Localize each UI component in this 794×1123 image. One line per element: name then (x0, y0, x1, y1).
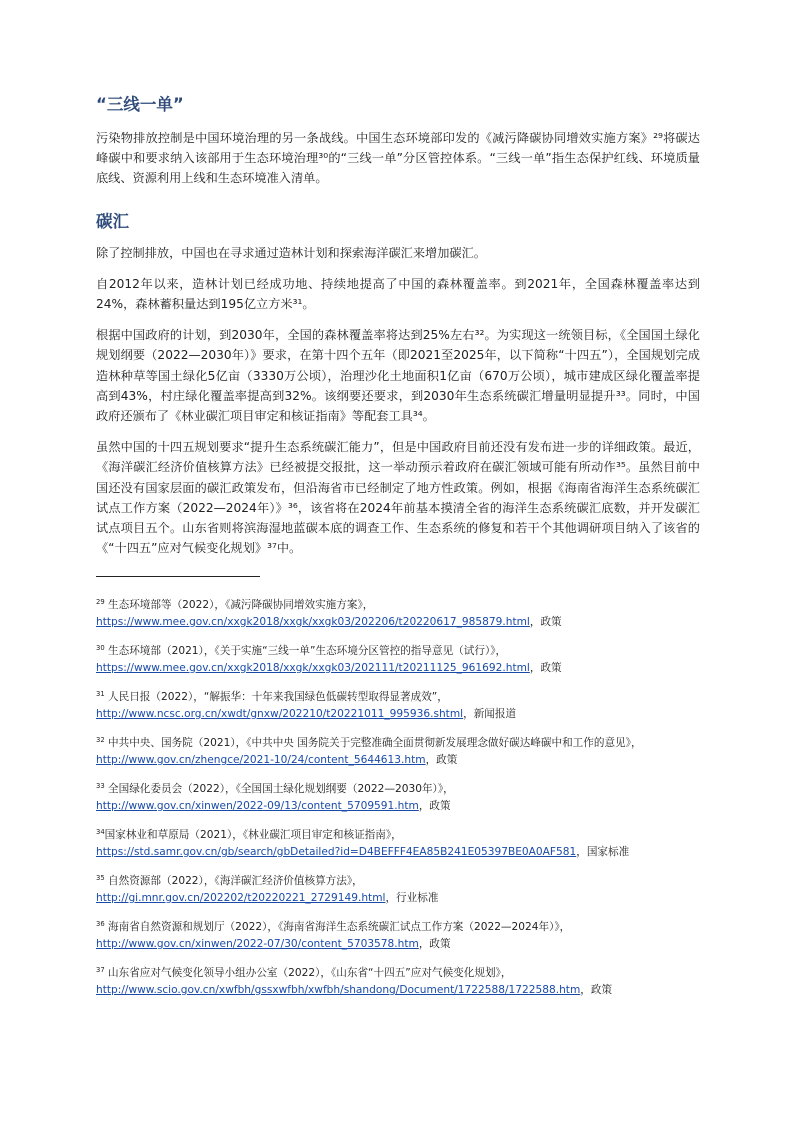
footnote-link[interactable]: https://www.mee.gov.cn/xxgk2018/xxgk/xxgk03/202111/t20211125_961692.html (96, 661, 530, 674)
footnote-link[interactable]: http://www.gov.cn/xinwen/2022-09/13/content_5709591.htm (96, 799, 419, 812)
document-page (96, 93, 700, 1011)
footnote-text: 生态环境部（2021），《关于实施“三线一单”生态环境分区管控的指导意见（试行）》， (104, 645, 507, 658)
section-title-carbon-sink: 碳汇 (96, 211, 129, 231)
footnote (96, 919, 700, 952)
footnote-divider (96, 576, 260, 577)
paragraph: 污染物排放控制是中国环境治理的另一条战线。中国生态环境部印发的《减污降碳协同增效实施方案》²⁹将碳达峰碳中和要求纳入该部用于生态环境治理³⁰的“三线一单”分区管控体系。“三线一单”指生态保护红线、环境质量底线、资源利用上线和生态环境准入清单。 (96, 131, 700, 186)
footnote-number: 30 (96, 644, 105, 653)
footnote-number: 36 (96, 920, 105, 929)
footnote-number: 37 (96, 966, 105, 975)
footnote (96, 965, 700, 998)
footnote (96, 735, 700, 768)
footnote (96, 781, 700, 814)
footnote-text: 生态环境部等（2022），《减污降碳协同增效实施方案》， (104, 599, 374, 612)
footnote (96, 827, 700, 860)
footnote-link[interactable]: http://www.gov.cn/zhengce/2021-10/24/content_5644613.htm (96, 753, 426, 766)
footnote (96, 873, 700, 906)
footnote-number: 35 (96, 874, 105, 883)
footnote-text: 国家林业和草原局（2021），《林业碳汇项目审定和核证指南》， (104, 829, 402, 842)
footnote-link[interactable]: http://gi.mnr.gov.cn/202202/t20220221_2729149.html (96, 891, 386, 904)
footnotes (96, 597, 700, 998)
footnote-type: ，新闻报道 (463, 707, 517, 720)
footnote-type: ，政策 (425, 753, 458, 766)
footnote-type: ，政策 (529, 661, 562, 674)
paragraph: 除了控制排放，中国也在寻求通过造林计划和探索海洋碳汇来增加碳汇。 (96, 245, 486, 260)
footnote-link[interactable]: https://www.mee.gov.cn/xxgk2018/xxgk/xxgk03/202206/t20220617_985879.html (96, 615, 530, 628)
footnote-type: ，政策 (418, 937, 451, 950)
footnote-number: 29 (96, 598, 105, 607)
paragraph: 虽然中国的十四五规划要求“提升生态系统碳汇能力”，但是中国政府目前还没有发布进一步的详细政策。最近，《海洋碳汇经济价值核算方法》已经被提交报批，这一举动预示着政府在碳汇领域可能有所动作³⁵。虽然目前中国还没有国家层面的碳汇政策发布，但沿海省市已经制定了地方性政策。例如，根据《海南省海洋生态系统碳汇试点工作方案（2022—2024年）》³⁶，该省将在2024年前基本摸清全省的海洋生态系统碳汇底数，并开发碳汇试点项目五个。山东省则将滨海湿地蓝碳本底的调查工作、生态系统的修复和若干个其他调研项目纳入了该省的《“十四五”应对气候变化规划》³⁷中。 (96, 440, 700, 556)
footnote-text: 海南省自然资源和规划厅（2022），《海南省海洋生态系统碳汇试点工作方案（2022—2024年）》， (104, 921, 571, 934)
paragraph: 自2012年以来，造林计划已经成功地、持续地提高了中国的森林覆盖率。到2021年，全国森林覆盖率达到24%，森林蓄积量达到195亿立方米³¹。 (96, 276, 700, 312)
footnote-link[interactable]: http://www.scio.gov.cn/xwfbh/gssxwfbh/xwfbh/shandong/Document/1722588/1722588.htm (96, 983, 581, 996)
footnote-text: 人民日报（2022），“解振华：十年来我国绿色低碳转型取得显著成效”， (104, 691, 448, 704)
footnote-type: ，行业标准 (385, 891, 439, 904)
paragraph: 根据中国政府的计划，到2030年，全国的森林覆盖率将达到25%左右³²。为实现这一统领目标，《全国国土绿化规划纲要（2022—2030年）》要求，在第十四个五年（即2021至2025年，以下简称“十四五”），全国规划完成造林种草等国土绿化5亿亩（3330万公顷），治理沙化土地面积1亿亩（670万公顷），城市建成区绿化覆盖率提高到43%，村庄绿化覆盖率提高到32%。该纲要还要求，到2030年生态系统碳汇增量明显提升³³。同时，中国政府还颁布了《林业碳汇项目审定和核证指南》等配套工具³⁴。 (96, 328, 700, 424)
footnote-text: 全国绿化委员会（2022），《全国国土绿化规划纲要（2022—2030年）》， (104, 783, 454, 796)
footnote (96, 643, 700, 676)
footnote-type: ，政策 (529, 615, 562, 628)
footnote-link[interactable]: http://www.gov.cn/xinwen/2022-07/30/content_5703578.htm (96, 937, 419, 950)
footnote-link[interactable]: https://std.samr.gov.cn/gb/search/gbDetailed?id=D4BEFFF4EA85B241E05397BE0A0AF581 (96, 845, 577, 858)
footnote-type: ，政策 (418, 799, 451, 812)
footnote-number: 34 (96, 828, 105, 837)
footnote-text: 自然资源部（2022），《海洋碳汇经济价值核算方法》， (104, 875, 363, 888)
footnote-type: ，政策 (580, 983, 613, 996)
footnote-number: 31 (96, 690, 105, 699)
footnote-type: ，国家标准 (576, 845, 630, 858)
footnote (96, 689, 700, 722)
footnote-link[interactable]: http://www.ncsc.org.cn/xwdt/gnxw/202210/t20221011_995936.shtml (96, 707, 464, 720)
section-title-three-lines-one-list: “三线一单” (96, 95, 184, 114)
footnote-number: 33 (96, 782, 105, 791)
footnote (96, 597, 700, 630)
footnote-text: 中共中央、国务院（2021），《中共中央 国务院关于完整准确全面贯彻新发展理念做好碳达峰碳中和工作的意见》， (104, 737, 642, 750)
footnote-text: 山东省应对气候变化领导小组办公室（2022），《山东省“十四五”应对气候变化规划》， (104, 967, 512, 980)
footnote-number: 32 (96, 736, 105, 745)
